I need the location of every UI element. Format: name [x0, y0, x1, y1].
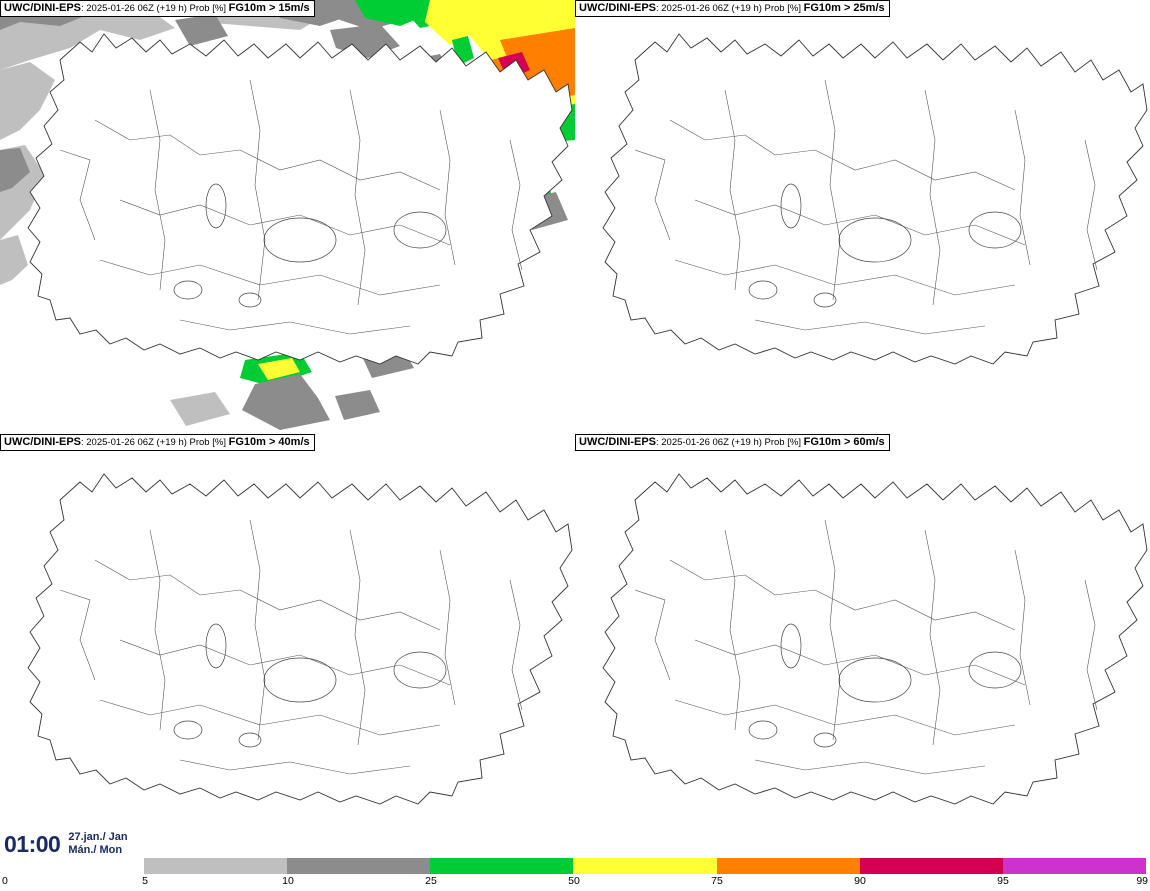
colorbar-segment-75	[717, 858, 860, 874]
iceland-coastline	[28, 474, 572, 804]
colorbar-tick-3: 50	[568, 875, 580, 887]
panel-run-label: : 2025-01-26 06Z (+19 h) Prob [%]	[81, 437, 229, 448]
map-panel-40ms[interactable]	[0, 434, 575, 868]
colorbar-segment-90	[860, 858, 1003, 874]
map-canvas-15ms	[0, 0, 575, 434]
panel-title-60ms	[575, 434, 890, 451]
panel-model-label: UWC/DINI-EPS	[4, 436, 81, 448]
valid-time: 01:00	[4, 830, 61, 857]
colorbar-segment-25	[430, 858, 573, 874]
iceland-coastline	[603, 474, 1147, 804]
colorbar-label-min: 0	[2, 875, 8, 887]
panel-model-label: UWC/DINI-EPS	[579, 436, 656, 448]
colorbar-tick-5: 90	[854, 875, 866, 887]
colorbar-label-max: 99	[1136, 875, 1148, 887]
colorbar-segment-5	[144, 858, 287, 874]
colorbar-tick-4: 75	[711, 875, 723, 887]
panel-param-label: FG10m > 40m/s	[228, 436, 310, 448]
colorbar-ticks	[140, 875, 1150, 889]
iceland-coastline	[28, 34, 572, 364]
panel-run-label: : 2025-01-26 06Z (+19 h) Prob [%]	[81, 3, 229, 14]
colorbar	[140, 858, 1150, 891]
map-panel-25ms[interactable]	[575, 0, 1150, 434]
map-canvas-40ms	[0, 434, 575, 868]
colorbar-tick-1: 10	[282, 875, 294, 887]
colorbar-segment-95	[1003, 858, 1146, 874]
colorbar-tick-6: 95	[997, 875, 1009, 887]
map-canvas-25ms	[575, 0, 1150, 434]
panel-param-label: FG10m > 25m/s	[803, 2, 885, 14]
valid-date-line2: Mán./ Mon	[68, 844, 123, 856]
colorbar-segment-10	[287, 858, 430, 874]
colorbar-segment-50	[573, 858, 716, 874]
colorbar-gradient	[144, 858, 1146, 874]
panel-param-label: FG10m > 15m/s	[228, 2, 310, 14]
panel-title-40ms	[0, 434, 315, 451]
panel-run-label: : 2025-01-26 06Z (+19 h) Prob [%]	[656, 3, 804, 14]
panel-model-label: UWC/DINI-EPS	[4, 2, 81, 14]
map-panel-15ms[interactable]	[0, 0, 575, 434]
panel-param-label: FG10m > 60m/s	[803, 436, 885, 448]
iceland-coastline	[603, 34, 1147, 364]
colorbar-tick-2: 25	[425, 875, 437, 887]
colorbar-tick-0: 5	[142, 875, 148, 887]
panel-title-25ms	[575, 0, 890, 17]
valid-date	[68, 831, 127, 857]
footer-bar	[0, 820, 1150, 891]
panel-model-label: UWC/DINI-EPS	[579, 2, 656, 14]
map-canvas-60ms	[575, 434, 1150, 868]
valid-time-box	[0, 820, 140, 868]
valid-date-line1: 27.jan./ Jan	[68, 831, 128, 843]
panel-title-15ms	[0, 0, 315, 17]
map-panel-60ms[interactable]	[575, 434, 1150, 868]
panel-run-label: : 2025-01-26 06Z (+19 h) Prob [%]	[656, 437, 804, 448]
